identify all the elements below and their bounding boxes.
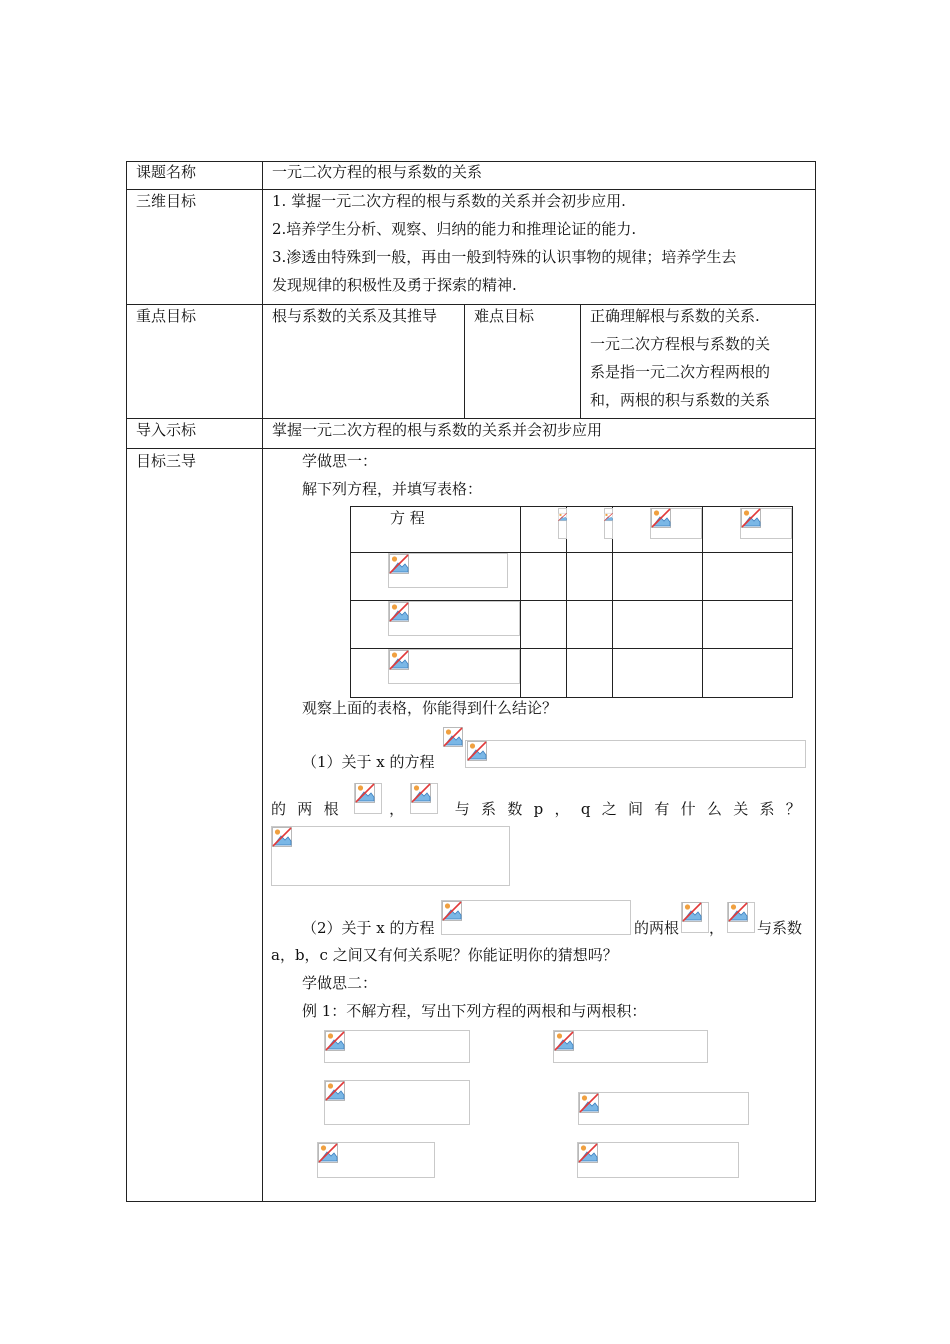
inner-table-col-1 [520,506,521,698]
q1-glyph: 么 [706,800,722,818]
difficult-line-3: 系是指一元二次方程两根的 [590,363,771,381]
q1-glyph: ？ [785,800,801,818]
example-equation-1 [324,1030,470,1063]
difficult-line-1: 正确理解根与系数的关系. [590,307,760,325]
question-2-equation-image [441,900,631,935]
goal-line-2: 2.培养学生分析、观察、归纳的能力和推理论证的能力. [272,220,637,238]
table-border-left [126,161,127,1202]
question-2-prefix: （2）关于 x 的方程 [302,919,435,937]
broken-image-icon [682,902,702,922]
example-equation-2 [553,1030,708,1063]
question-2-suffix: 与系数 [757,919,803,937]
q1-glyph: p [533,800,544,818]
broken-image-icon [389,650,409,670]
row-divider-4 [126,448,816,449]
row-divider-1 [126,189,816,190]
table-border-right [815,161,816,1202]
q1-glyph: 有 [654,800,670,818]
row-divider-3 [126,418,816,419]
think-two-heading: 学做思二： [302,974,378,992]
example-equation-4 [578,1092,749,1125]
broken-image-icon [443,727,463,747]
broken-image-icon [272,827,292,847]
inner-table-top [350,506,793,507]
key-row-divider-b [580,304,581,418]
example-equation-3 [324,1080,470,1125]
intro-label: 导入示标 [136,421,197,439]
q1-glyph: ， [554,800,570,818]
q1-glyph: 系 [481,800,497,818]
observe-question: 观察上面的表格，你能得到什么结论？ [302,699,558,717]
question-1-equation-image [465,740,806,768]
broken-image-icon [651,508,671,528]
difficult-label: 难点目标 [474,307,535,325]
row-divider-2 [126,304,816,305]
inner-table-col-4 [702,506,703,698]
q1-glyph: 间 [628,800,644,818]
inner-table-header: 方 程 [390,509,425,527]
goal-line-3: 3.渗透由特殊到一般，再由一般到特殊的认识事物的规律；培养学生去 [272,248,737,266]
q1-glyph: 两 [297,800,313,818]
broken-image-icon [604,508,613,526]
course-label: 课题名称 [136,163,197,181]
inner-table-right [792,506,793,698]
question-2-line-2: a，b，c 之间又有何关系呢？你能证明你的猜想吗？ [271,946,618,964]
q1-glyph: 与 [454,800,470,818]
question-1-answer-image [271,826,510,886]
q1-glyph: 系 [759,800,775,818]
instruction-text: 解下列方程，并填写表格： [302,480,483,498]
goal-line-4: 发现规律的积极性及勇于探索的精神. [272,276,517,294]
q1-glyph: 什 [680,800,696,818]
key-label: 重点目标 [136,307,197,325]
question-1-line-2 [271,799,801,819]
broken-image-icon [741,508,761,528]
example-1-text: 例 1：不解方程，写出下列方程的两根和与两根积： [302,1002,647,1020]
broken-image-icon [389,554,409,574]
broken-image-icon [579,1093,599,1113]
table-col-divider [262,161,263,1202]
broken-image-icon [554,1031,574,1051]
table-border-bottom [126,1201,816,1202]
example-equation-6 [577,1142,739,1178]
difficult-line-2: 一元二次方程根与系数的关 [590,335,771,353]
broken-image-icon [411,783,431,803]
q1-glyph: 的 [271,800,287,818]
course-value: 一元二次方程的根与系数的关系 [272,163,483,181]
broken-image-icon [318,1143,338,1163]
q1-glyph: 关 [733,800,749,818]
difficult-line-4: 和，两根的积与系数的关系 [590,391,771,409]
goals-label: 三维目标 [136,192,197,210]
q1-glyph: 数 [507,800,523,818]
key-value: 根与系数的关系及其推导 [272,307,438,325]
think-one-heading: 学做思一： [302,452,378,470]
question-1-prefix: （1）关于 x 的方程 [302,753,435,771]
broken-image-icon [558,508,567,526]
broken-image-icon [325,1081,345,1101]
broken-image-icon [578,1143,598,1163]
guide-label: 目标三导 [136,452,197,470]
q1-glyph: 之 [601,800,617,818]
broken-image-icon [355,783,375,803]
broken-image-icon [467,741,487,761]
key-row-divider-a [464,304,465,418]
intro-value: 掌握一元二次方程的根与系数的关系并会初步应用 [272,421,603,439]
q1-glyph: q [580,800,591,818]
q1-glyph: ， [389,800,405,818]
inner-table-left [350,506,351,698]
broken-image-icon [442,901,462,921]
broken-image-icon [325,1031,345,1051]
question-2-comma: ， [709,919,725,937]
q1-glyph: 根 [323,800,339,818]
broken-image-icon [728,902,748,922]
broken-image-icon [389,602,409,622]
goal-line-1: 1. 掌握一元二次方程的根与系数的关系并会初步应用. [272,192,626,210]
question-2-mid: 的两根 [634,919,680,937]
